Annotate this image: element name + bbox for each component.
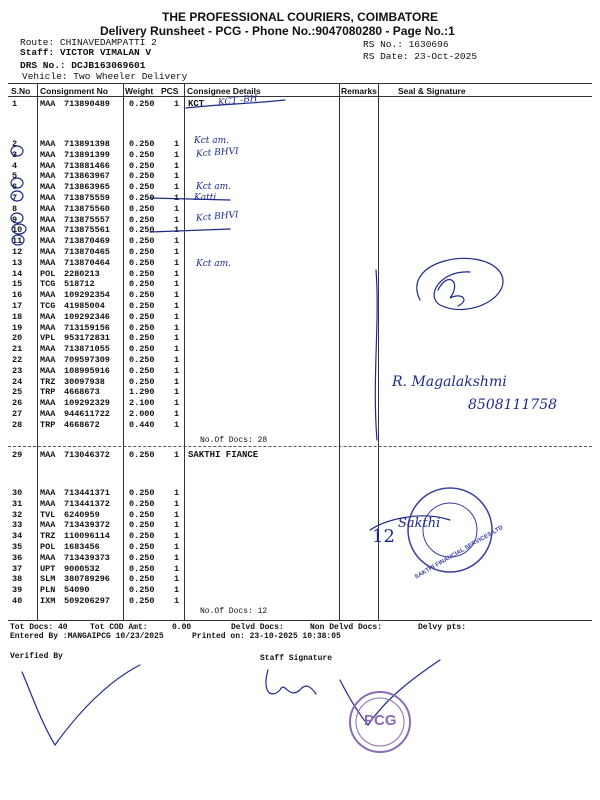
consignment-number: 713870465 — [64, 247, 110, 257]
serial-number: 36 — [12, 552, 23, 563]
sakthi-number: 12 — [372, 526, 395, 547]
serial-number: 32 — [12, 509, 23, 520]
consignment-prefix: MAA — [40, 236, 56, 247]
consignment-prefix: MAA — [40, 498, 56, 509]
consignment-prefix: TRZ — [40, 531, 56, 542]
consignment-number: 380789296 — [64, 574, 110, 585]
consignment-number: 9000532 — [64, 563, 100, 574]
consignment-number: 713863965 — [64, 182, 110, 193]
printed-on: Printed on: 23-10-2025 10:38:05 — [192, 632, 341, 641]
weight: 0.250 — [129, 552, 155, 563]
weight: 1.290 — [129, 387, 155, 398]
serial-number: 20 — [12, 333, 23, 344]
consignment-prefix: TRP — [40, 419, 56, 430]
consignment-prefix: VPL — [40, 333, 56, 344]
consignment-number: 713871055 — [64, 344, 110, 355]
consignment-number: 41985004 — [64, 301, 105, 311]
consignment-number: 713891399 — [64, 149, 110, 160]
consignment-prefix: POL — [40, 268, 56, 279]
handwritten-entry: Katti — [194, 193, 217, 203]
consignment-prefix: MAA — [40, 311, 56, 322]
col-pcs: PCS — [161, 86, 179, 96]
pieces: 1 — [174, 149, 180, 160]
consignment-number: 944611722 — [64, 409, 110, 419]
consignment-number: 30097938 — [64, 376, 105, 387]
consignment-number: 713875561 — [64, 225, 110, 236]
total-cod-value: 0.00 — [172, 623, 192, 632]
pieces: 1 — [174, 99, 180, 109]
consignment-prefix: MAA — [40, 99, 56, 109]
serial-number: 4 — [12, 160, 18, 171]
sakthi-stamp-text: SAKTHI FINANCIAL SERVICES LTD — [413, 524, 505, 581]
consignment-prefix: MAA — [40, 214, 56, 225]
consignment-prefix: TCG — [40, 301, 56, 311]
consignment-number: 709597309 — [64, 355, 110, 365]
consignment-prefix: MAA — [40, 409, 56, 419]
pieces: 1 — [174, 531, 180, 542]
delivered-docs: Delvd Docs: — [231, 623, 284, 632]
pieces: 1 — [174, 387, 180, 398]
serial-number: 21 — [12, 344, 23, 355]
weight: 0.250 — [129, 355, 155, 365]
consignment-prefix: MAA — [40, 344, 56, 355]
consignment-number: 713870469 — [64, 236, 110, 247]
consignment-number: 713046372 — [64, 450, 110, 460]
weight: 0.250 — [129, 322, 155, 333]
receiver-phone: 8508111758 — [468, 397, 558, 413]
weight: 0.250 — [129, 214, 155, 225]
serial-number: 39 — [12, 585, 23, 596]
weight: 0.250 — [129, 498, 155, 509]
weight: 0.440 — [129, 419, 155, 430]
consignment-prefix: PLN — [40, 585, 56, 596]
circled-serial — [11, 178, 23, 188]
handwritten-entry: Kct am. — [196, 259, 232, 269]
weight: 0.250 — [129, 257, 155, 268]
consignment-number: 713890489 — [64, 99, 110, 109]
serial-number: 26 — [12, 398, 23, 409]
serial-number: 40 — [12, 596, 23, 606]
serial-number: 33 — [12, 520, 23, 531]
weight: 0.250 — [129, 99, 155, 109]
serial-number: 1 — [12, 99, 18, 109]
consignment-number: 109292329 — [64, 398, 110, 409]
consignment-prefix: MAA — [40, 247, 56, 257]
pieces: 1 — [174, 139, 180, 149]
pieces: 1 — [174, 520, 180, 531]
serial-number: 30 — [12, 488, 23, 498]
consignment-prefix: MAA — [40, 139, 56, 149]
circled-serial — [11, 146, 23, 156]
serial-number: 5 — [12, 171, 18, 182]
weight: 0.250 — [129, 450, 155, 460]
consignment-number: 713439372 — [64, 520, 110, 531]
weight: 0.250 — [129, 376, 155, 387]
pcg-stamp-text: PCG — [364, 712, 397, 729]
consignment-prefix: MAA — [40, 149, 56, 160]
consignment-number: 713875559 — [64, 193, 110, 203]
pieces: 1 — [174, 257, 180, 268]
group1-consignee: KCT — [188, 99, 205, 109]
consignment-prefix: TVL — [40, 509, 56, 520]
consignment-prefix: MAA — [40, 290, 56, 301]
delivery-points: Delvy pts: — [418, 623, 467, 632]
pieces: 1 — [174, 419, 180, 430]
serial-number: 8 — [12, 203, 18, 214]
serial-number: 25 — [12, 387, 23, 398]
total-docs: Tot Docs: 40 — [10, 623, 68, 632]
weight: 2.000 — [129, 409, 155, 419]
consignment-number: 110096114 — [64, 531, 110, 542]
weight: 0.250 — [129, 585, 155, 596]
entered-by: Entered By :MANGAIPCG 10/23/2025 — [10, 632, 164, 641]
consignment-prefix: MAA — [40, 365, 56, 376]
weight: 0.250 — [129, 193, 155, 203]
receiver-name: R. Magalakshmi — [392, 374, 507, 390]
handwritten-entry: Kct am. — [196, 182, 232, 192]
weight: 0.250 — [129, 520, 155, 531]
verified-by-label: Verified By — [10, 652, 63, 661]
serial-number: 23 — [12, 365, 23, 376]
pieces: 1 — [174, 225, 180, 236]
weight: 0.250 — [129, 488, 155, 498]
consignment-prefix: MAA — [40, 450, 56, 460]
consignment-prefix: POL — [40, 542, 56, 552]
pieces: 1 — [174, 182, 180, 193]
pieces: 1 — [174, 203, 180, 214]
serial-number: 29 — [12, 450, 23, 460]
pieces: 1 — [174, 193, 180, 203]
consignment-prefix: TRP — [40, 387, 56, 398]
col-sno: S.No — [11, 86, 31, 96]
pieces: 1 — [174, 376, 180, 387]
serial-number: 19 — [12, 322, 23, 333]
consignment-prefix: MAA — [40, 257, 56, 268]
consignment-number: 109292354 — [64, 290, 110, 301]
pieces: 1 — [174, 322, 180, 333]
serial-number: 13 — [12, 257, 23, 268]
serial-number: 11 — [12, 236, 23, 247]
pen-stroke — [375, 270, 377, 440]
consignment-number: 713875560 — [64, 203, 110, 214]
serial-number: 35 — [12, 542, 23, 552]
consignment-number: 518712 — [64, 279, 95, 290]
group1-signature — [438, 280, 464, 306]
pieces: 1 — [174, 552, 180, 563]
verified-tick — [22, 665, 140, 745]
pieces: 1 — [174, 585, 180, 596]
consignment-number: 713439373 — [64, 552, 110, 563]
handwritten-entry: Kct BHVI — [195, 210, 240, 224]
pieces: 1 — [174, 450, 180, 460]
pieces: 1 — [174, 214, 180, 225]
route: Route: CHINAVEDAMPATTI 2 — [20, 37, 157, 48]
staff: Staff: VICTOR VIMALAN V — [20, 47, 152, 58]
consignment-number: 4668673 — [64, 387, 100, 398]
company-name: THE PROFESSIONAL COURIERS, COIMBATORE — [161, 10, 439, 24]
pieces: 1 — [174, 542, 180, 552]
weight: 0.250 — [129, 542, 155, 552]
pieces: 1 — [174, 160, 180, 171]
weight: 0.250 — [129, 149, 155, 160]
serial-number: 9 — [12, 214, 18, 225]
weight: 0.250 — [129, 182, 155, 193]
weight: 0.250 — [129, 301, 155, 311]
consignment-number: 713881466 — [64, 160, 110, 171]
serial-number: 15 — [12, 279, 23, 290]
serial-number: 17 — [12, 301, 23, 311]
serial-number: 18 — [12, 311, 23, 322]
serial-number: 37 — [12, 563, 23, 574]
serial-number: 6 — [12, 182, 18, 193]
serial-number: 2 — [12, 139, 18, 149]
pieces: 1 — [174, 563, 180, 574]
consignment-prefix: MAA — [40, 552, 56, 563]
weight: 0.250 — [129, 225, 155, 236]
consignment-number: 54090 — [64, 585, 90, 596]
consignment-number: 509206297 — [64, 596, 110, 606]
serial-number: 24 — [12, 376, 23, 387]
consignment-prefix: MAA — [40, 398, 56, 409]
col-remarks: Remarks — [341, 86, 377, 96]
col-consignment: Consignment No — [40, 86, 108, 96]
weight: 0.250 — [129, 247, 155, 257]
pieces: 1 — [174, 171, 180, 182]
consignment-prefix: MAA — [40, 355, 56, 365]
weight: 0.250 — [129, 203, 155, 214]
pieces: 1 — [174, 398, 180, 409]
consignment-number: 4668672 — [64, 419, 100, 430]
weight: 0.250 — [129, 596, 155, 606]
rs-date: RS Date: 23-Oct-2025 — [363, 51, 478, 62]
group1-signature — [417, 258, 503, 309]
pieces: 1 — [174, 247, 180, 257]
pieces: 1 — [174, 596, 180, 606]
consignment-number: 713875557 — [64, 214, 110, 225]
weight: 0.250 — [129, 139, 155, 149]
serial-number: 14 — [12, 268, 23, 279]
non-delivered-docs: Non Delvd Docs: — [310, 623, 383, 632]
weight: 0.250 — [129, 333, 155, 344]
pen-strike — [150, 198, 230, 200]
weight: 0.250 — [129, 160, 155, 171]
pieces: 1 — [174, 279, 180, 290]
consignment-number: 1683456 — [64, 542, 100, 552]
weight: 0.250 — [129, 268, 155, 279]
pieces: 1 — [174, 509, 180, 520]
runsheet-title: Delivery Runsheet - PCG - Phone No.:9047080280 - Page No.:1 — [100, 24, 455, 38]
weight: 0.250 — [129, 365, 155, 376]
serial-number: 22 — [12, 355, 23, 365]
group2-docs: No.Of Docs: 12 — [200, 607, 268, 616]
weight: 0.250 — [129, 509, 155, 520]
consignment-prefix: MAA — [40, 225, 56, 236]
consignment-prefix: MAA — [40, 160, 56, 171]
consignment-prefix: MAA — [40, 182, 56, 193]
consignment-number: 6240959 — [64, 509, 100, 520]
consignment-number: 713441372 — [64, 498, 110, 509]
weight: 0.250 — [129, 279, 155, 290]
circled-serial — [12, 224, 26, 234]
pieces: 1 — [174, 355, 180, 365]
staff-signature-label: Staff Signature — [260, 654, 333, 663]
serial-number: 10 — [12, 225, 23, 236]
serial-number: 7 — [12, 193, 18, 203]
consignment-prefix: IXM — [40, 596, 56, 606]
col-consignee: Consignee Details — [187, 86, 261, 96]
pieces: 1 — [174, 311, 180, 322]
weight: 0.250 — [129, 236, 155, 247]
total-cod-label: Tot COD Amt: — [90, 623, 148, 632]
serial-number: 27 — [12, 409, 23, 419]
pieces: 1 — [174, 290, 180, 301]
consignment-number: 713891398 — [64, 139, 110, 149]
vehicle: Vehicle: Two Wheeler Delivery — [22, 71, 188, 82]
serial-number: 31 — [12, 498, 23, 509]
weight: 2.100 — [129, 398, 155, 409]
consignment-number: 713441371 — [64, 488, 110, 498]
consignment-prefix: TRZ — [40, 376, 56, 387]
circled-serial — [11, 213, 23, 223]
serial-number: 38 — [12, 574, 23, 585]
serial-number: 34 — [12, 531, 23, 542]
handwritten-entry: Kct BHVI — [195, 146, 240, 160]
pieces: 1 — [174, 409, 180, 419]
circled-serial — [12, 235, 24, 245]
serial-number: 12 — [12, 247, 23, 257]
sakthi-signature: Sakthi — [398, 516, 441, 531]
consignment-prefix: UPT — [40, 563, 56, 574]
consignment-prefix: MAA — [40, 193, 56, 203]
group2-consignee: SAKTHI FIANCE — [188, 450, 259, 460]
consignment-number: 2280213 — [64, 268, 100, 279]
pieces: 1 — [174, 488, 180, 498]
handwritten-entry: Kct am. — [194, 136, 230, 146]
serial-number: 3 — [12, 149, 18, 160]
consignment-number: 713159156 — [64, 322, 110, 333]
circled-serial — [11, 191, 23, 201]
consignment-prefix: SLM — [40, 574, 56, 585]
pieces: 1 — [174, 574, 180, 585]
pieces: 1 — [174, 333, 180, 344]
consignment-number: 108995916 — [64, 365, 110, 376]
weight: 0.250 — [129, 311, 155, 322]
drs-number: DRS No.: DCJB163069601 — [20, 60, 146, 71]
staff-signature — [266, 670, 316, 694]
serial-number: 28 — [12, 419, 23, 430]
weight: 0.250 — [129, 531, 155, 542]
weight: 0.250 — [129, 171, 155, 182]
consignment-prefix: MAA — [40, 520, 56, 531]
consignment-number: 953172831 — [64, 333, 110, 344]
weight: 0.250 — [129, 563, 155, 574]
pieces: 1 — [174, 344, 180, 355]
consignment-number: 713863967 — [64, 171, 110, 182]
handwritten-entry: KCT -BH — [217, 93, 259, 109]
pen-strike — [150, 229, 230, 232]
weight: 0.250 — [129, 344, 155, 355]
pieces: 1 — [174, 498, 180, 509]
consignment-prefix: TCG — [40, 279, 56, 290]
consignment-prefix: MAA — [40, 203, 56, 214]
pieces: 1 — [174, 365, 180, 376]
col-seal-signature: Seal & Signature — [398, 86, 466, 96]
group1-docs: No.Of Docs: 28 — [200, 436, 268, 445]
consignment-prefix: MAA — [40, 488, 56, 498]
weight: 0.250 — [129, 574, 155, 585]
consignment-number: 109292346 — [64, 311, 110, 322]
pieces: 1 — [174, 301, 180, 311]
serial-number: 16 — [12, 290, 23, 301]
pieces: 1 — [174, 236, 180, 247]
weight: 0.250 — [129, 290, 155, 301]
rs-number: RS No.: 1630696 — [363, 39, 449, 50]
consignment-prefix: MAA — [40, 171, 56, 182]
pieces: 1 — [174, 268, 180, 279]
col-weight: Weight — [125, 86, 154, 96]
consignment-prefix: MAA — [40, 322, 56, 333]
consignment-number: 713870464 — [64, 257, 110, 268]
